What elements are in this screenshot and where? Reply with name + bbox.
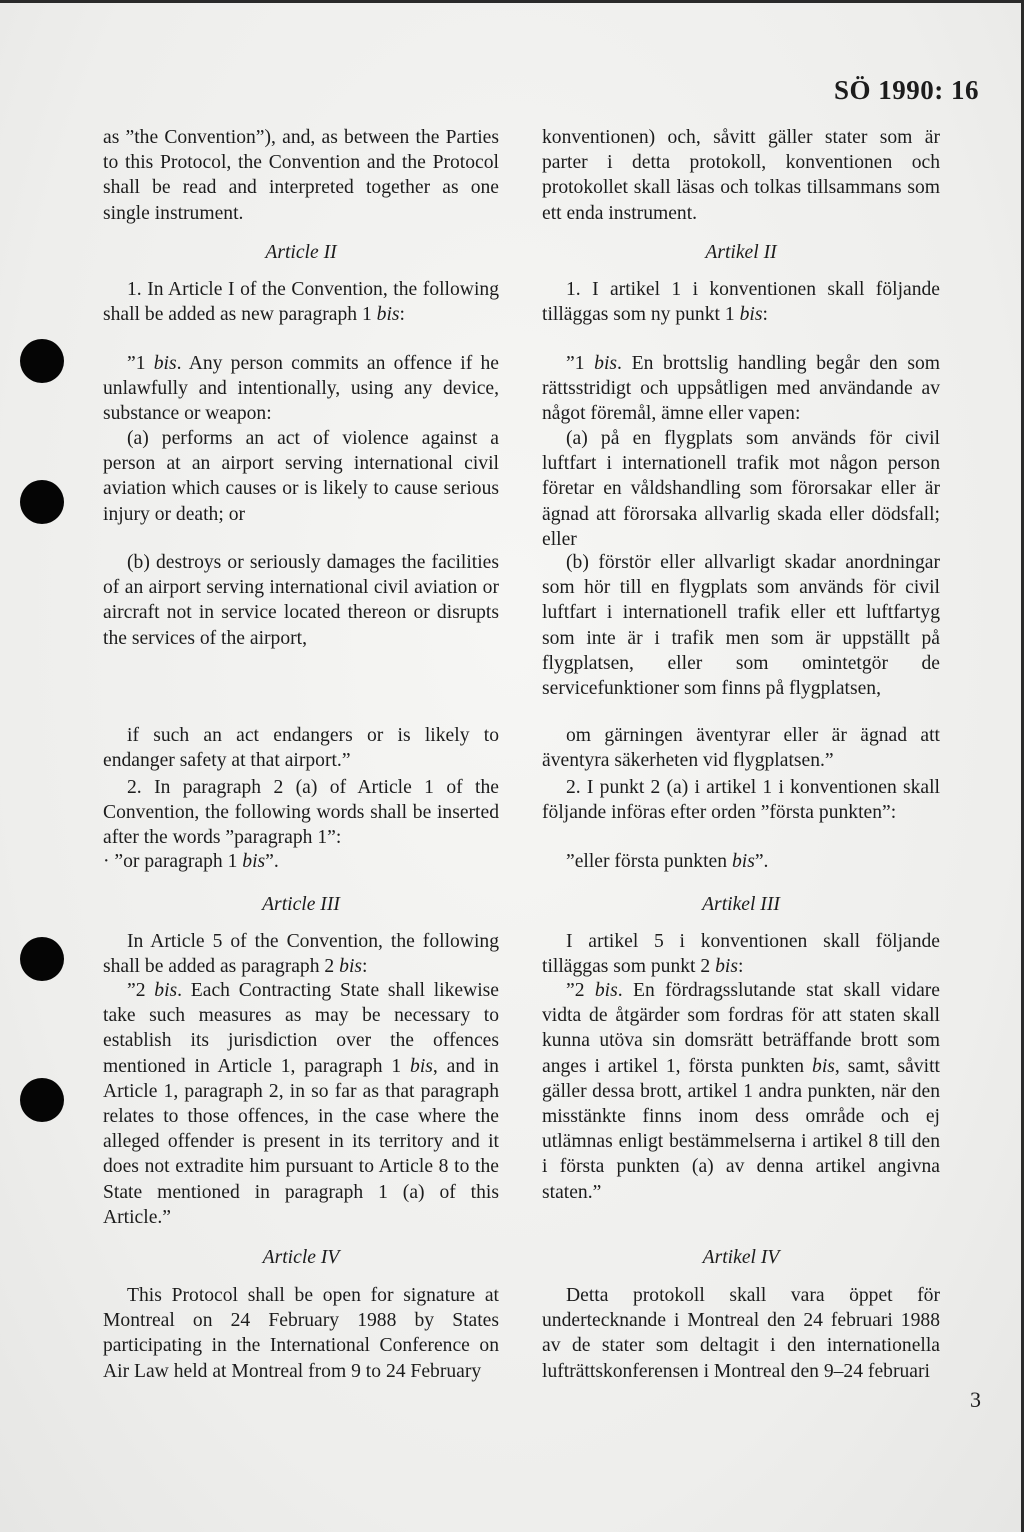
- punch-hole: [20, 937, 64, 981]
- paragraph-2-quote: · ”or paragraph 1 bis”.: [103, 851, 279, 872]
- article-iii-heading: Article III: [262, 894, 340, 915]
- article-ii-paragraph-1: 1. In Article I of the Convention, the following shall be added as new paragraph 1 bis:: [103, 279, 499, 326]
- paragraph-1-bis-quote: ”1 bis. En brottslig handling begår den som rättsstridigt och uppsåtligen med användande av något föremål, ämne eller vapen:: [542, 353, 941, 425]
- article-ii-paragraph-1: 1. I artikel 1 i konventionen skall följande tilläggas som ny punkt 1 bis:: [542, 279, 940, 326]
- article-iv-heading: Artikel IV: [702, 1247, 780, 1268]
- item-a: (a) performs an act of violence against a person at an airport serving international civil aviation which causes or is likely to cause serious injury or death; or: [103, 428, 499, 525]
- article-ii-heading: Artikel II: [705, 242, 777, 263]
- if-clause: if such an act endangers or is likely to endanger safety at that airport.”: [103, 725, 499, 772]
- page-number: 3: [970, 1387, 981, 1412]
- article-iii-heading: Artikel III: [702, 894, 780, 915]
- article-ii-paragraph-2: 2. I punkt 2 (a) i artikel 1 i konventionen skall följande införas efter orden ”första punkten”:: [542, 777, 940, 824]
- article-ii-paragraph-2: 2. In paragraph 2 (a) of Article 1 of the Convention, the following words shall be inserted after the words ”paragraph 1”:: [103, 777, 499, 849]
- punch-hole: [20, 480, 64, 524]
- paragraph-2-bis-quote: ”2 bis. En fördragsslutande stat skall vidare vidta de åtgärder som fordras för att staten skall kunna utöva sin domsrätt beträffande brott som anges i artikel 1, första punkten bis, samt, såvitt gäller dessa brott, artikel 1 andra punkten, när den misstänkte finns inom dess område och ej utlämnas enligt bestämmelserna i artikel 8 till den i första punkten (a) av denna artikel angivna staten.”: [542, 980, 940, 1203]
- article-iv-text: This Protocol shall be open for signature at Montreal on 24 February 1988 by States participating in the International Conference on Air Law held at Montreal from 9 to 24 February: [103, 1285, 499, 1382]
- intro-paragraph: as ”the Convention”), and, as between the Parties to this Protocol, the Convention and the Protocol shall be read and interpreted together as one single instrument.: [103, 127, 499, 224]
- item-a: (a) på en flygplats som används för civil luftfart i internationell trafik mot någon person företar en våldshandling som förorsakar eller är ägnad att förorsaka allvarlig skada eller dödsfall; eller: [542, 428, 940, 550]
- punch-hole: [20, 1078, 64, 1122]
- if-clause: om gärningen äventyrar eller är ägnad att äventyra säkerheten vid flygplatsen.”: [542, 725, 940, 772]
- article-ii-heading: Article II: [265, 242, 337, 263]
- paragraph-2-quote: ”eller första punkten bis”.: [566, 851, 769, 872]
- article-iii-intro: I artikel 5 i konventionen skall följande tilläggas som punkt 2 bis:: [542, 931, 940, 978]
- item-b: (b) förstör eller allvarligt skadar anordningar som hör till en flygplats som används för civil luftfart i internationell trafik eller ett luftfartyg som inte är i trafik men som är uppställt på flygplatsen, eller som omintetgör de servicefunktioner som finns på flygplatsen,: [542, 552, 940, 700]
- document-reference: SÖ 1990: 16: [833, 75, 979, 105]
- article-iv-heading: Article IV: [262, 1247, 340, 1268]
- intro-paragraph: konventionen) och, såvitt gäller stater som är parter i detta protokoll, konventionen och protokollet skall läsas och tolkas tillsammans som ett enda instrument.: [542, 127, 940, 224]
- article-iii-intro: In Article 5 of the Convention, the following shall be added as paragraph 2 bis:: [103, 931, 499, 978]
- paragraph-1-bis-quote: ”1 bis. Any person commits an offence if he unlawfully and intentionally, using any device, substance or weapon:: [103, 353, 499, 425]
- paragraph-2-bis-quote: ”2 bis. Each Contracting State shall likewise take such measures as may be necessary to establish its jurisdiction over the offences mentioned in Article 1, paragraph 1 bis, and in Article 1, paragraph 2, in so far as that paragraph relates to those offences, in the case where the alleged offender is present in its territory and it does not extradite him pursuant to Article 8 to the State mentioned in paragraph 1 (a) of this Article.”: [103, 980, 499, 1228]
- punch-hole: [20, 339, 64, 383]
- item-b: (b) destroys or seriously damages the facilities of an airport serving international civil aviation or aircraft not in service located thereon or disrupts the services of the airport,: [103, 552, 499, 649]
- article-iv-text: Detta protokoll skall vara öppet för undertecknande i Montreal den 24 februari 1988 av de stater som deltagit i den internationella lufträttskonferensen i Montreal den 9–24 februari: [542, 1285, 940, 1382]
